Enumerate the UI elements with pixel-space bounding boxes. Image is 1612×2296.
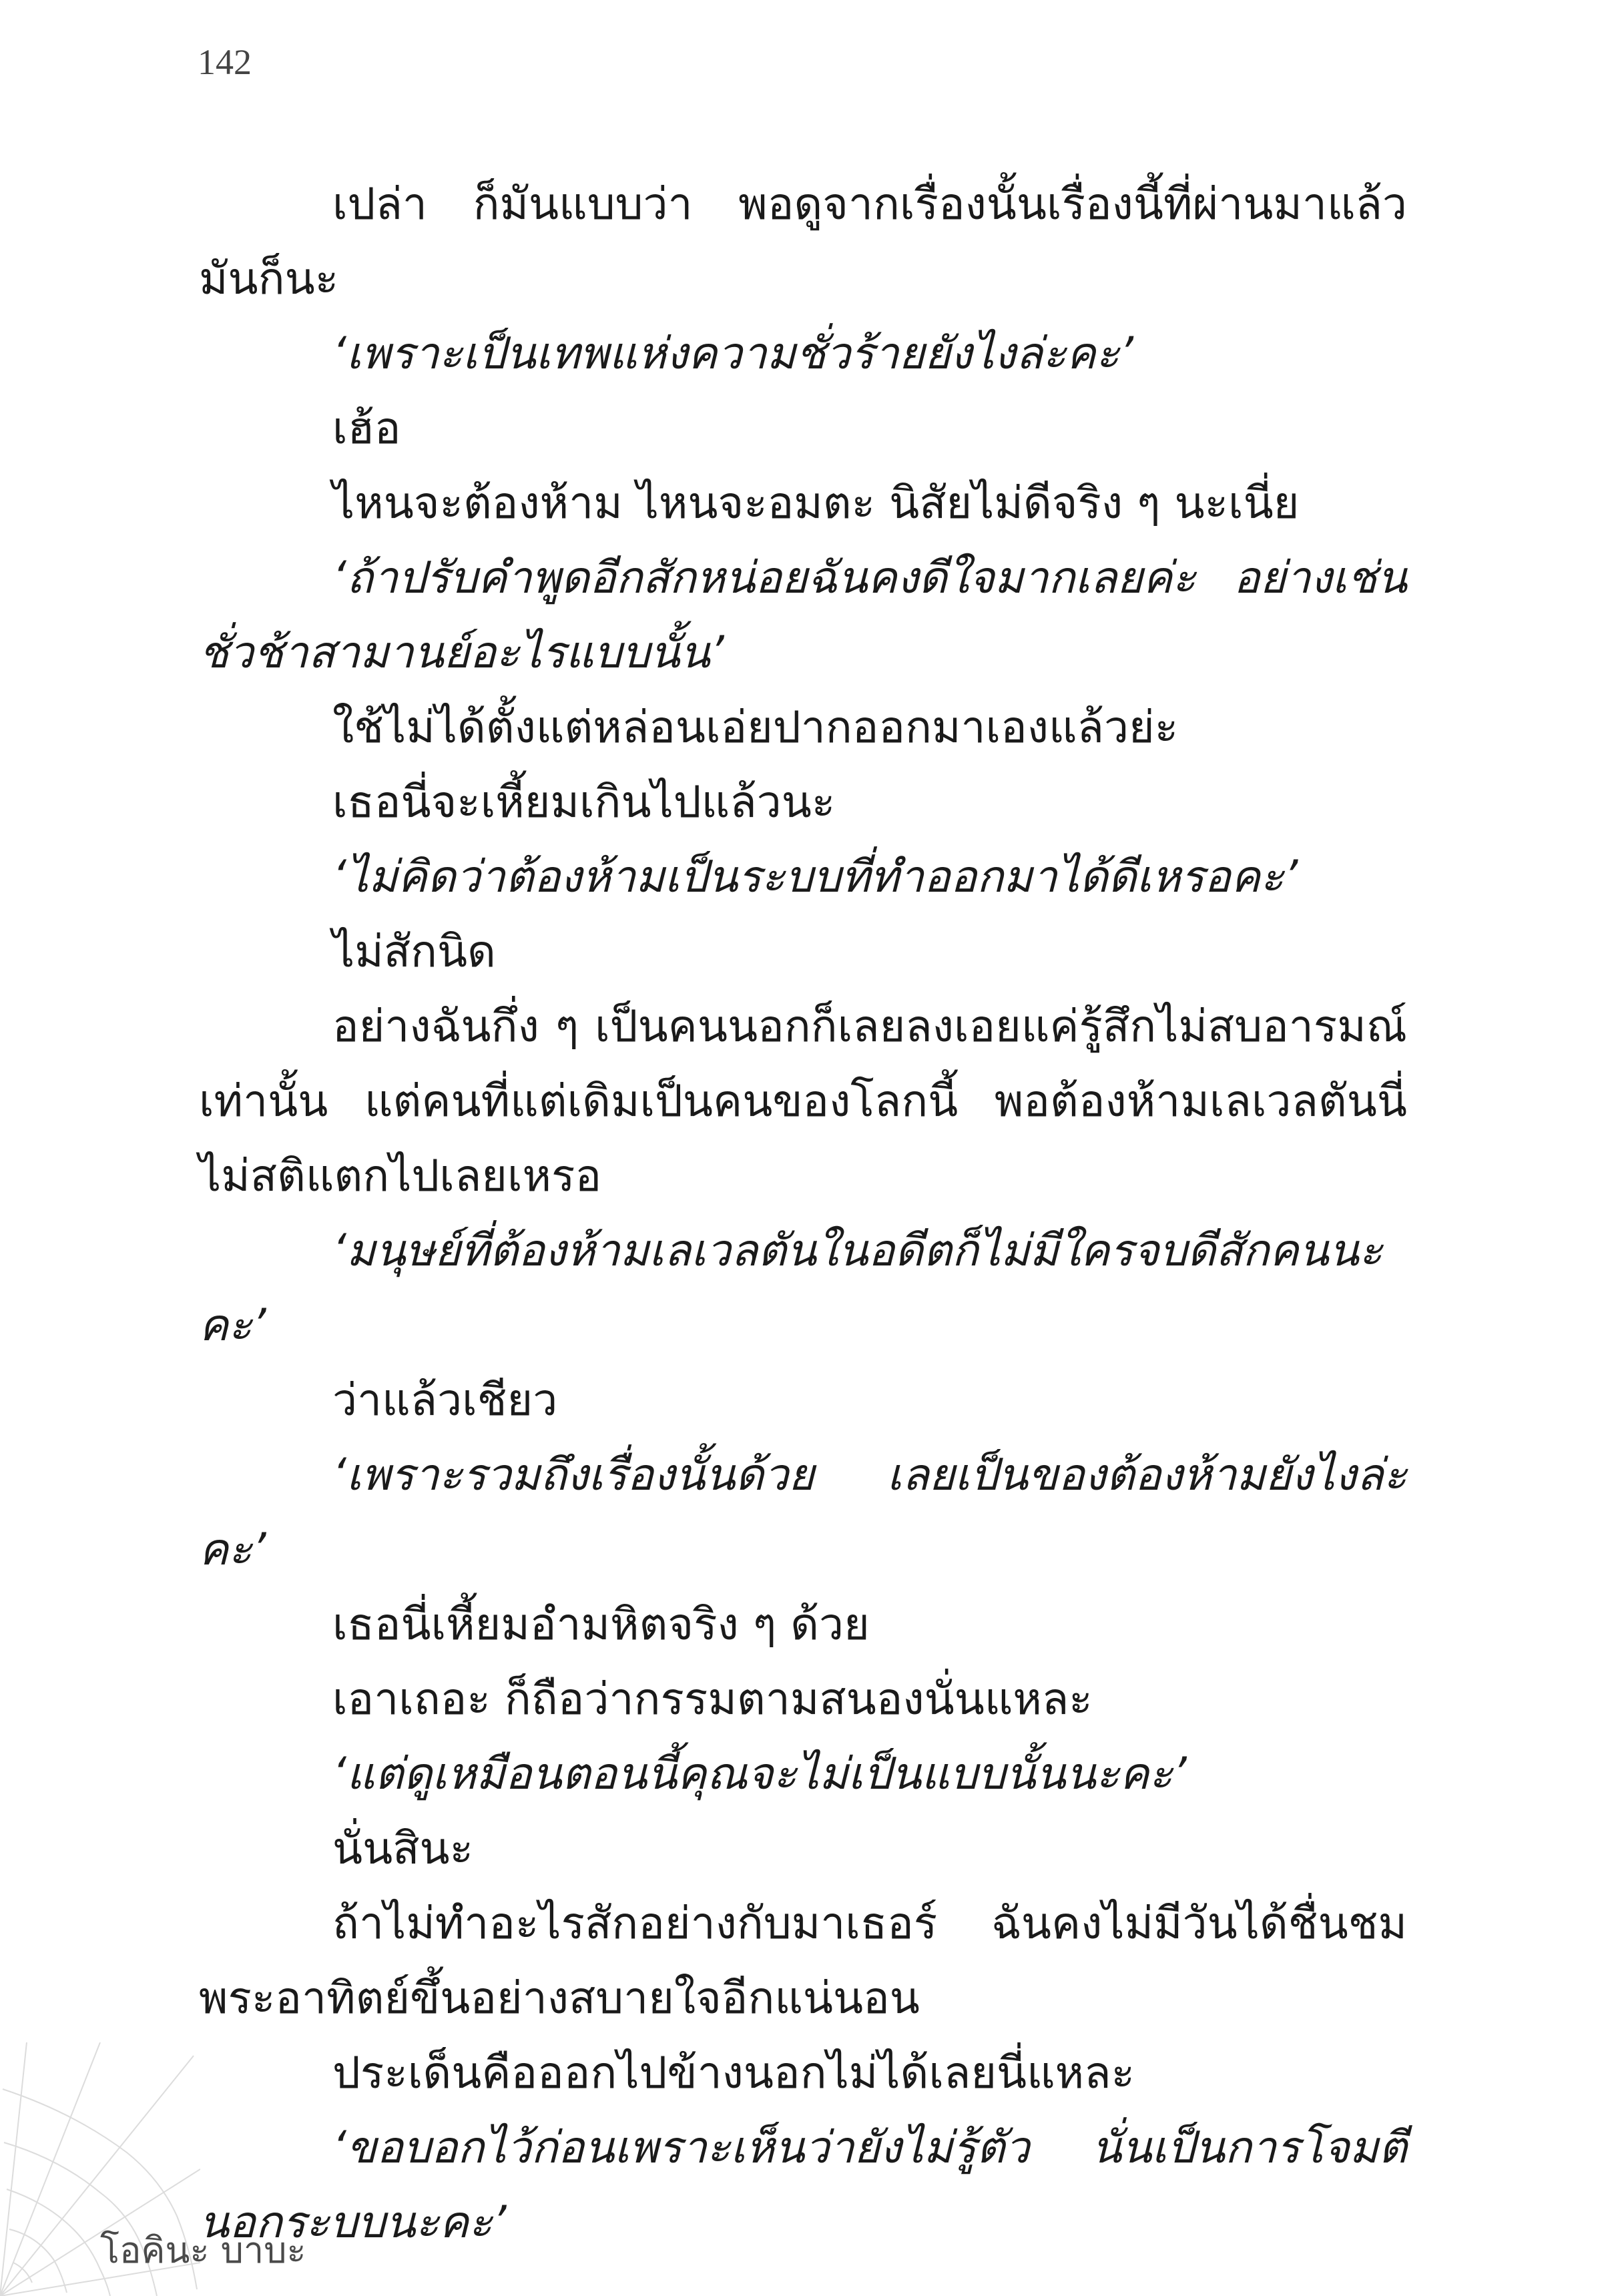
dialogue-paragraph: ‘ขอบอกไว้ก่อนเพราะเห็นว่ายังไม่รู้ตัว นั่นเป็นการโจมตี นอกระบบนะคะ’	[199, 2122, 1407, 2248]
narration-paragraph: เธอนี่จะเหี้ยมเกินไปแล้วนะ	[332, 776, 836, 828]
dialogue-paragraph: ‘ถ้าปรับคำพูดอีกสักหน่อยฉันคงดีใจมากเลยค่ะ อย่างเช่น ชั่วช้าสามานย์อะไรแบบนั้น’	[199, 552, 1407, 678]
narration-paragraph: เฮ้อ	[332, 402, 401, 454]
narration-paragraph: เปล่า ก็มันแบบว่า พอดูจากเรื่องนั้นเรื่องนี้ที่ผ่านมาแล้ว มันก็นะ	[199, 178, 1407, 304]
dialogue-paragraph: ‘เพราะรวมถึงเรื่องนั้นด้วย เลยเป็นของต้องห้ามยังไงล่ะคะ’	[199, 1449, 1407, 1575]
dialogue-paragraph: ‘เพราะเป็นเทพแห่งความชั่วร้ายยังไงล่ะคะ’	[332, 328, 1134, 379]
dialogue-paragraph: ‘มนุษย์ที่ต้องห้ามเลเวลตันในอดีตก็ไม่มีใครจบดีสักคนนะคะ’	[199, 1225, 1383, 1351]
narration-paragraph: ถ้าไม่ทำอะไรสักอย่างกับมาเธอร์ ฉันคงไม่มีวันได้ชื่นชม พระอาทิตย์ขึ้นอย่างสบายใจอีกแน่นอน	[199, 1898, 1407, 2024]
narration-paragraph: เธอนี่เหี้ยมอำมหิตจริง ๆ ด้วย	[332, 1599, 870, 1650]
narration-paragraph: นั่นสินะ	[332, 1823, 474, 1874]
page-number: 142	[198, 42, 252, 82]
author-name: โอคินะ บาบะ	[100, 2229, 306, 2271]
dialogue-paragraph: ‘แต่ดูเหมือนตอนนี้คุณจะไม่เป็นแบบนั้นนะคะ’	[332, 1748, 1187, 1799]
narration-paragraph: ประเด็นคือออกไปข้างนอกไม่ได้เลยนี่แหละ	[332, 2047, 1135, 2098]
narration-paragraph: ว่าแล้วเชียว	[332, 1374, 558, 1426]
narration-paragraph: ไม่สักนิด	[332, 926, 496, 977]
narration-paragraph: ไหนจะต้องห้าม ไหนจะอมตะ นิสัยไม่ดีจริง ๆ นะเนี่ย	[332, 477, 1300, 529]
dialogue-paragraph: ‘ไม่คิดว่าต้องห้ามเป็นระบบที่ทำออกมาได้ดีเหรอคะ’	[332, 851, 1298, 902]
narration-paragraph: เอาเถอะ ก็ถือว่ากรรมตามสนองนั่นแหละ	[332, 1673, 1093, 1725]
body-text	[199, 167, 1407, 2260]
narration-paragraph: อย่างฉันกึ่ง ๆ เป็นคนนอกก็เลยลงเอยแค่รู้สึกไม่สบอารมณ์ เท่านั้น แต่คนที่แต่เดิมเป็นคนของโลกนี้ พอต้องห้ามเลเวลตันนี่ ไม่สติแตกไปเลยเหรอ	[199, 1000, 1407, 1201]
narration-paragraph: ใช้ไม่ได้ตั้งแต่หล่อนเอ่ยปากออกมาเองแล้วย่ะ	[332, 701, 1179, 753]
